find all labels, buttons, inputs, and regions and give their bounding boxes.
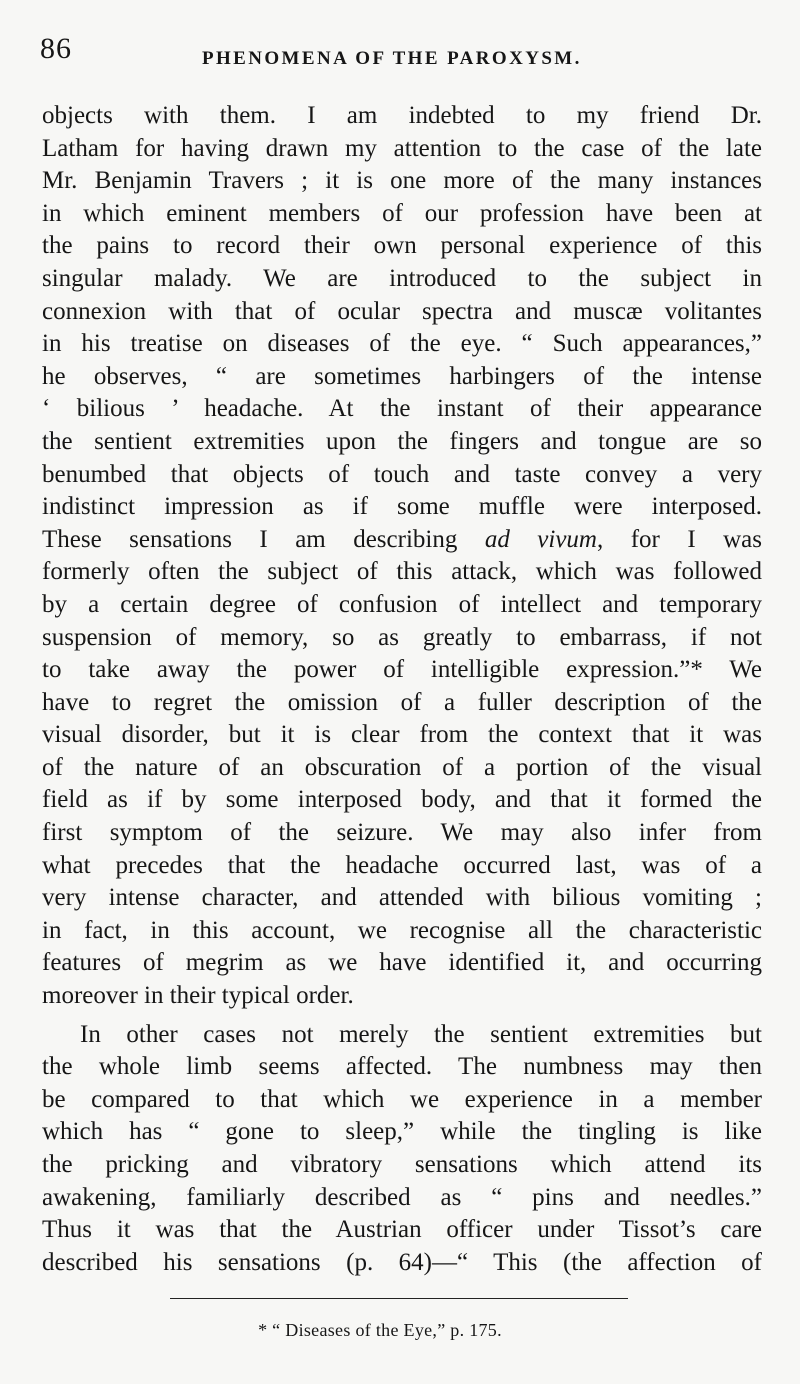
footnote-rule [170, 1298, 628, 1299]
text-line: These sensations I am describing ad vivum, for I was [42, 525, 762, 553]
text-line: Mr. Benjamin Travers ; it is one more of the many instances [42, 167, 762, 195]
text-line: indistinct impression as if some muffle were interposed. [42, 493, 762, 521]
italic-phrase: ad vivum [484, 525, 597, 553]
text-line: singular malady. We are introduced to the subject in [42, 264, 762, 292]
text-line: he observes, “ are sometimes harbingers of the intense [42, 362, 762, 390]
text-line: benumbed that objects of touch and taste convey a very [42, 460, 762, 488]
paragraph-2 [42, 1019, 762, 1280]
body-text [42, 100, 762, 1279]
text-line: suspension of memory, so as greatly to embarrass, if not [42, 623, 762, 651]
page-number: 86 [40, 32, 72, 65]
text-line: moreover in their typical order. [42, 982, 354, 1010]
text-line: visual disorder, but it is clear from the context that it was [42, 721, 762, 749]
footnote [0, 1320, 800, 1341]
text-line: in his treatise on diseases of the eye. “ Such appearances,” [42, 330, 762, 358]
text-line: very intense character, and attended with bilious vomiting ; [42, 884, 762, 912]
text-line: objects with them. I am indebted to my friend Dr. [42, 102, 762, 129]
text-line: the pains to record their own personal experience of this [42, 232, 762, 260]
text-line: first symptom of the seizure. We may also infer from [42, 819, 762, 847]
text-line: to take away the power of intelligible expression.”* We [42, 656, 762, 684]
footnote-text: * “ Diseases of the Eye,” p. 175. [258, 1320, 502, 1340]
text-line: by a certain degree of confusion of intellect and temporary [42, 590, 762, 618]
text-line: formerly often the subject of this attack, which was followed [42, 558, 762, 586]
page-header [40, 28, 760, 78]
text-line: Latham for having drawn my attention to the case of the late [42, 134, 762, 162]
text-line: be compared to that which we experience in a member [42, 1085, 762, 1113]
text-line: Thus it was that the Austrian officer under Tissot’s care [42, 1216, 762, 1244]
text-line: ‘ bilious ’ headache. At the instant of their appearance [42, 395, 762, 423]
text-line: described his sensations (p. 64)—“ This (the affection of [42, 1248, 762, 1276]
text-line: of the nature of an obscuration of a portion of the visual [42, 753, 762, 781]
text-line: have to regret the omission of a fuller description of the [42, 688, 762, 716]
text-line: what precedes that the headache occurred last, was of a [42, 851, 762, 879]
text-line: awakening, familiarly described as “ pins and needles.” [42, 1183, 762, 1211]
text-line: field as if by some interposed body, and that it formed the [42, 786, 762, 814]
text-line: in fact, in this account, we recognise all the characteristic [42, 916, 762, 944]
text-line: connexion with that of ocular spectra and muscæ volitantes [42, 297, 762, 325]
text-line: the sentient extremities upon the fingers and tongue are so [42, 427, 762, 455]
text-line: which has “ gone to sleep,” while the tingling is like [42, 1118, 762, 1146]
paragraph-1 [42, 100, 762, 1013]
text-line: the pricking and vibratory sensations which attend its [42, 1151, 762, 1178]
text-line: the whole limb seems affected. The numbness may then [42, 1053, 762, 1081]
text-line: features of megrim as we have identified it, and occurring [42, 949, 762, 977]
text-line: In other cases not merely the sentient extremities but [80, 1020, 762, 1048]
running-head: PHENOMENA OF THE PAROXYSM. [202, 48, 582, 69]
text-line: in which eminent members of our profession have been at [42, 199, 762, 227]
